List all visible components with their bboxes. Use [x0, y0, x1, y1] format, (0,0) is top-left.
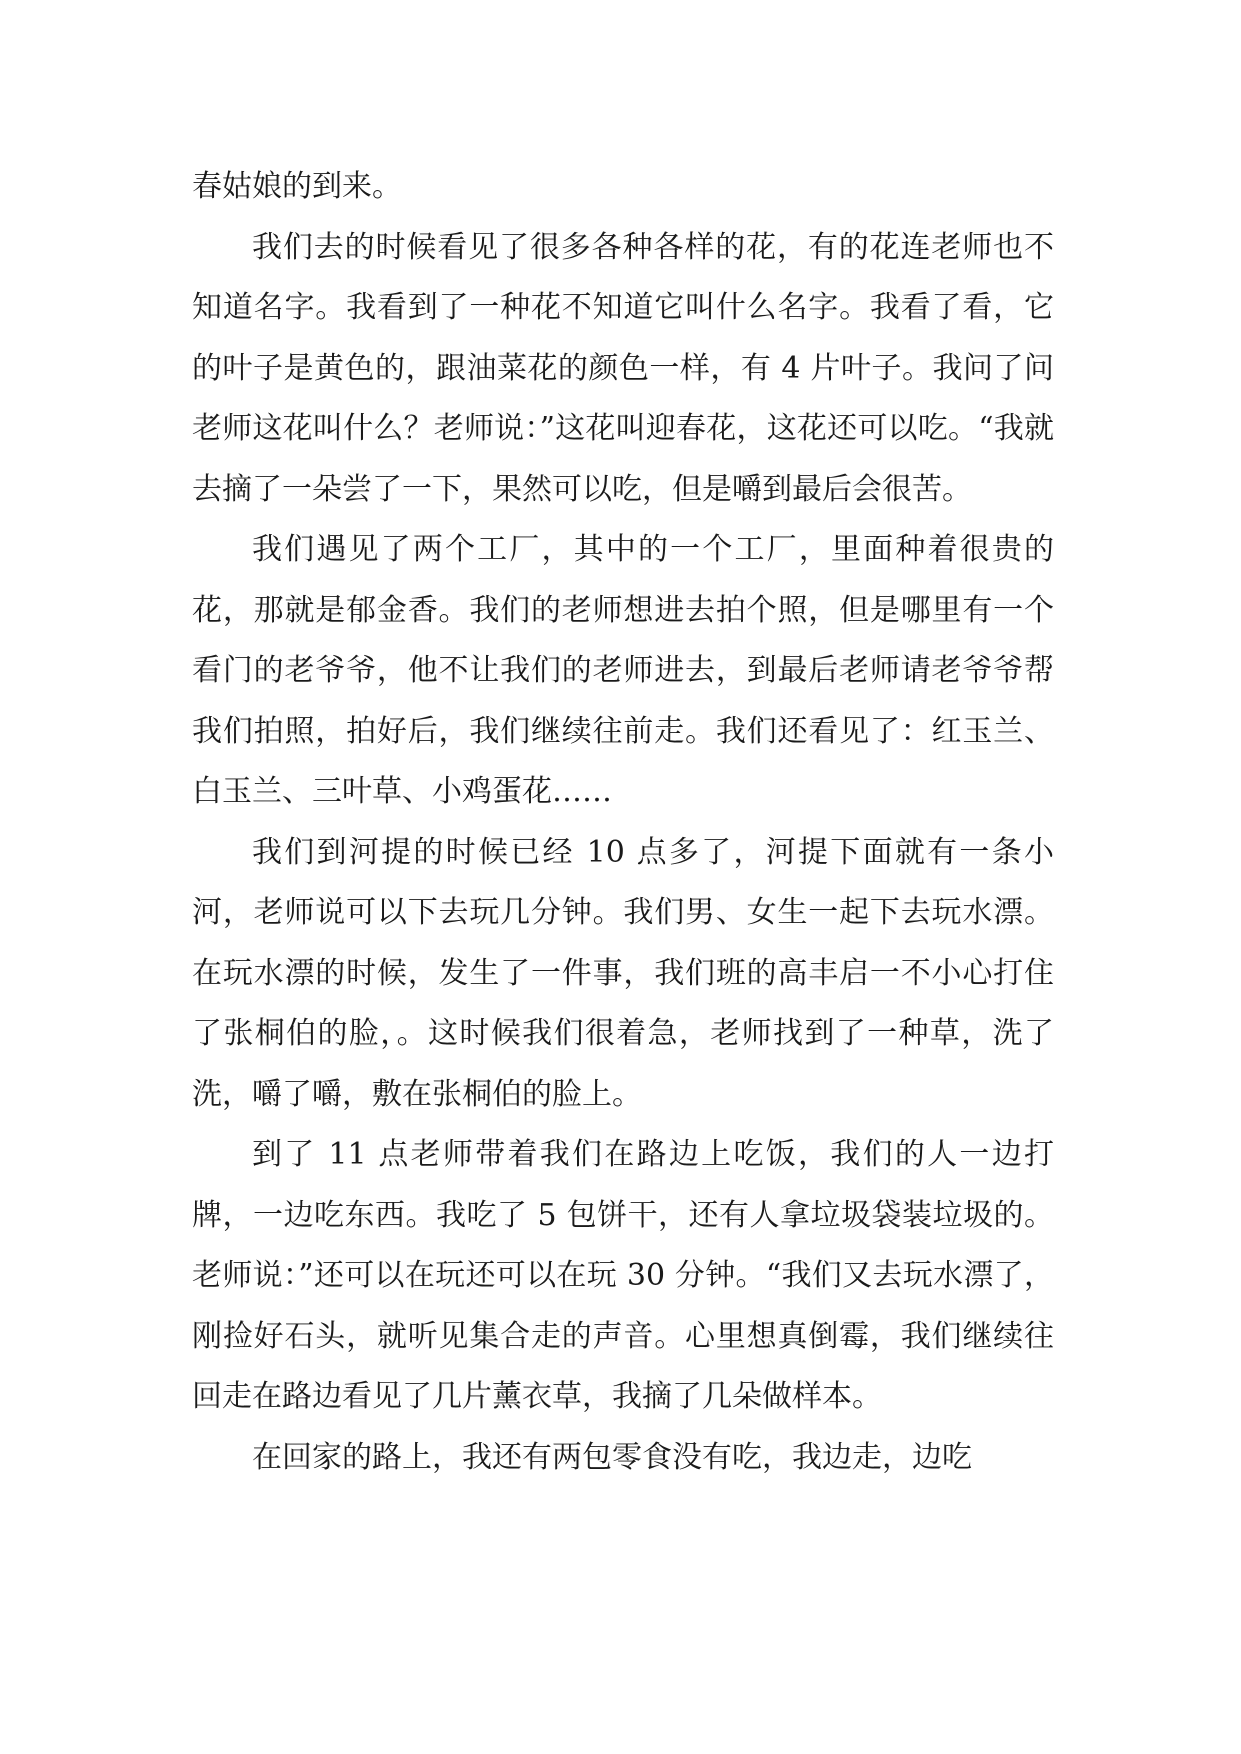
- paragraph-6: 在回家的路上，我还有两包零食没有吃，我边走，边吃: [252, 1439, 972, 1475]
- paragraph-2: 我们去的时候看见了很多各种各样的花，有的花连老师也不知道名字。我看到了一种花不知道它叫什么名字。我看了看，它的叶子是黄色的，跟油菜花的颜色一样，有 4 片叶子。我问了问老师这花叫什么？老师说：”这花叫迎春花，这花还可以吃。“我就去摘了一朵尝了一下，果然可以吃，但是嚼到最后会很苦。: [192, 229, 1054, 507]
- paragraph-5: 到了 11 点老师带着我们在路边上吃饭，我们的人一边打牌，一边吃东西。我吃了 5 包饼干，还有人拿垃圾袋装垃圾的。老师说：”还可以在玩还可以在玩 30 分钟。“我们又去玩水漂了，刚捡好石头，就听见集合走的声音。心里想真倒霉，我们继续往回走在路边看见了几片薰衣草，我摘了几朵做样本。: [192, 1137, 1054, 1414]
- paragraph-3: 我们遇见了两个工厂，其中的一个工厂，里面种着很贵的花，那就是郁金香。我们的老师想进去拍个照，但是哪里有一个看门的老爷爷，他不让我们的老师进去，到最后老师请老爷爷帮我们拍照，拍好后，我们继续往前走。我们还看见了：红玉兰、白玉兰、三叶草、小鸡蛋花……: [192, 532, 1054, 809]
- paragraph-4: 我们到河提的时候已经 10 点多了，河提下面就有一条小河，老师说可以下去玩几分钟。我们男、女生一起下去玩水漂。在玩水漂的时候，发生了一件事，我们班的高丰启一不小心打住了张桐伯的脸，。这时候我们很着急，老师找到了一种草，洗了洗，嚼了嚼，敷在张桐伯的脸上。: [192, 834, 1054, 1112]
- document-body: [192, 157, 1054, 1488]
- paragraph-1: 春姑娘的到来。: [192, 169, 402, 204]
